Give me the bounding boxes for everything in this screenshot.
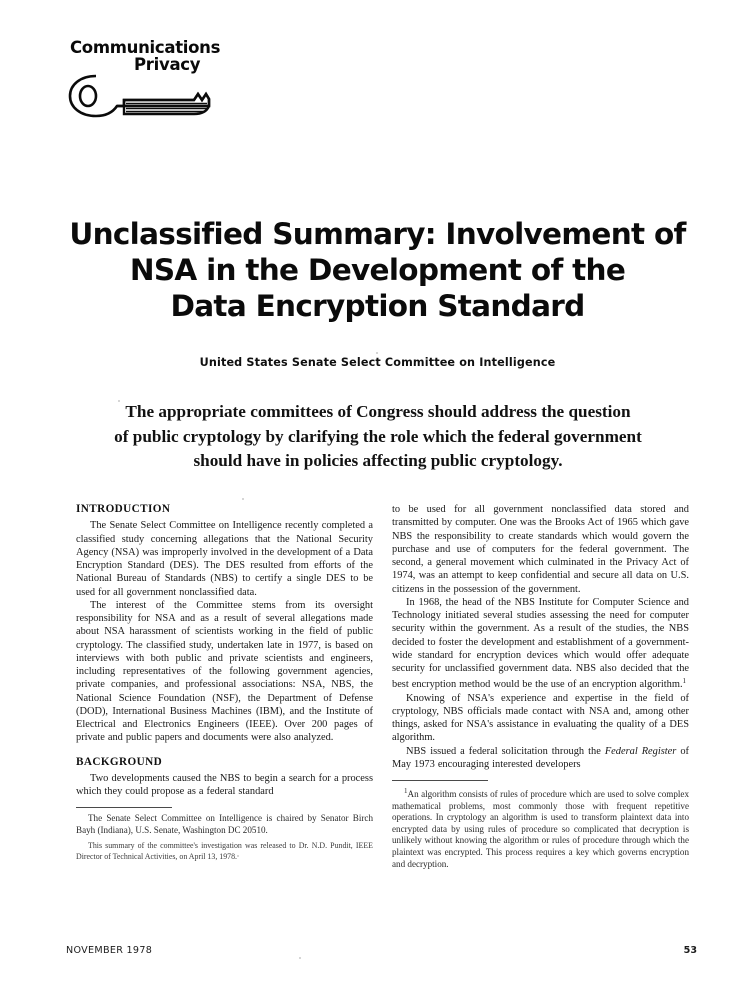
footnote-number-marker: 1 (404, 787, 408, 795)
scan-speck (299, 957, 301, 959)
footnote-left-2: This summary of the committee's investigation was released to Dr. N.D. Pundit, IEEE Director of Technical Activities, on April 13, 1978. (76, 841, 373, 861)
scan-speck (237, 855, 239, 857)
section-heading-introduction: INTRODUCTION (76, 503, 171, 515)
footnote-left-1: The Senate Select Committee on Intelligence is chaired by Senator Birch Bayh (Indiana), U.S. Senate, Washington DC 20510. (76, 813, 373, 835)
paragraph-continued-4-post: of May 1973 encouraging interested developers (392, 745, 689, 770)
footnote-right-1-text: An algorithm consists of rules of procedure which are used to solve complex mathematical problems, most commonly those with frequent repetitive operations. In cryptology an algorithm is used to transform plaintext data into encrypted data by using rules of procedure so complicated that decryption is unlikely without knowing the algorithm or rules of procedure through which the plaintext was encrypted. This process requires a key which governs encryption and decryption. (392, 789, 689, 869)
key-icon (66, 70, 212, 127)
federal-register-italic: Federal Register (604, 745, 677, 757)
pull-quote (68, 400, 688, 474)
section-heading-background: BACKGROUND (76, 755, 163, 768)
footnote-rule-left (76, 807, 172, 808)
masthead-line-communications: Communications (70, 38, 221, 57)
footnote-right-1 (392, 786, 689, 870)
footnote-reference-marker: 1 (682, 677, 687, 686)
footer-issue-date: NOVEMBER 1978 (66, 945, 153, 956)
pull-quote-line-3: should have in policies affecting public cryptology. (193, 451, 563, 470)
footnote-rule-right (392, 780, 488, 781)
title-line-2: NSA in the Development of the (129, 253, 626, 287)
title-line-3: Data Encryption Standard (170, 289, 585, 323)
paragraph-continued-4 (392, 745, 689, 772)
paragraph-introduction-1: The Senate Select Committee on Intelligence recently completed a classified study concerning allegations that the National Security Agency (NSA) was improperly involved in the development of a Data Encryption Standard (DES). The DES resulted from efforts of the National Bureau of Standards (NBS) to certify a single DES to be used for all government nonclassified data. (76, 520, 373, 598)
paragraph-continued-3: Knowing of NSA's experience and expertise in the field of cryptology, NBS officials made contact with NSA and, among other things, asked for NSA's assistance in evaluating the quality of a DES algorithm. (392, 692, 689, 744)
footer-page-number: 53 (683, 945, 697, 956)
body-column-right (392, 503, 689, 870)
paragraph-background-1: Two developments caused the NBS to begin a search for a process which they could propose as a federal standard (76, 772, 373, 797)
title-line-1: Unclassified Summary: Involvement of (69, 217, 686, 251)
footnote-block-right (392, 786, 689, 870)
pull-quote-line-2: of public cryptology by clarifying the role which the federal government (114, 426, 642, 446)
page-title (50, 216, 705, 324)
paragraph-continued-1: to be used for all government nonclassified data stored and transmitted by computer. One was the Brooks Act of 1965 which gave NBS the responsibility to create standards which would govern the purchase and use of computers for the federal government. The second, a general movement which culminated in the Privacy Act of 1974, was an attempt to keep confidential and secure all data on U.S. citizens in the possession of the government. (392, 504, 689, 595)
footnote-block-left (76, 813, 373, 862)
pull-quote-line-1: The appropriate committees of Congress should address the question (125, 402, 631, 421)
body-column-left (76, 503, 373, 862)
byline: United States Senate Select Committee on Intelligence (199, 356, 556, 369)
scan-speck (118, 400, 120, 402)
paragraph-continued-4-pre: NBS issued a federal solicitation through the (406, 745, 605, 757)
masthead-logo (66, 38, 306, 118)
scan-speck (242, 498, 244, 500)
scan-speck (376, 352, 378, 354)
masthead-line-privacy: Privacy (134, 55, 201, 74)
paragraph-introduction-2: The interest of the Committee stems from its oversight responsibility for NSA and as a result of several allegations made about NSA harassment of scientists working in the field of public cryptology. The classified study, undertaken late in 1977, is based on interviews with both public and private scientists and engineers, including representatives of the following government agencies, private companies, and professional associations: NSA, NBS, the National Science Foundation (NSF), the Department of Defense (DOD), International Business Machines (IBM), and the Institute of Electrical and Electronics Engineers (IEEE). Over 200 pages of private and public papers and documents were also analyzed. (76, 599, 373, 744)
paragraph-continued-2 (392, 596, 689, 692)
paragraph-continued-2-text: In 1968, the head of the NBS Institute for Computer Science and Technology initiated several studies assessing the need for computer security within the government. As a result of the studies, the NBS decided to foster the development and establishment of a government-wide standard for encryption devices which would offer adequate security for unclassified government data. NBS also decided that the best encryption method would be the use of an encryption algorithm. (392, 596, 689, 691)
